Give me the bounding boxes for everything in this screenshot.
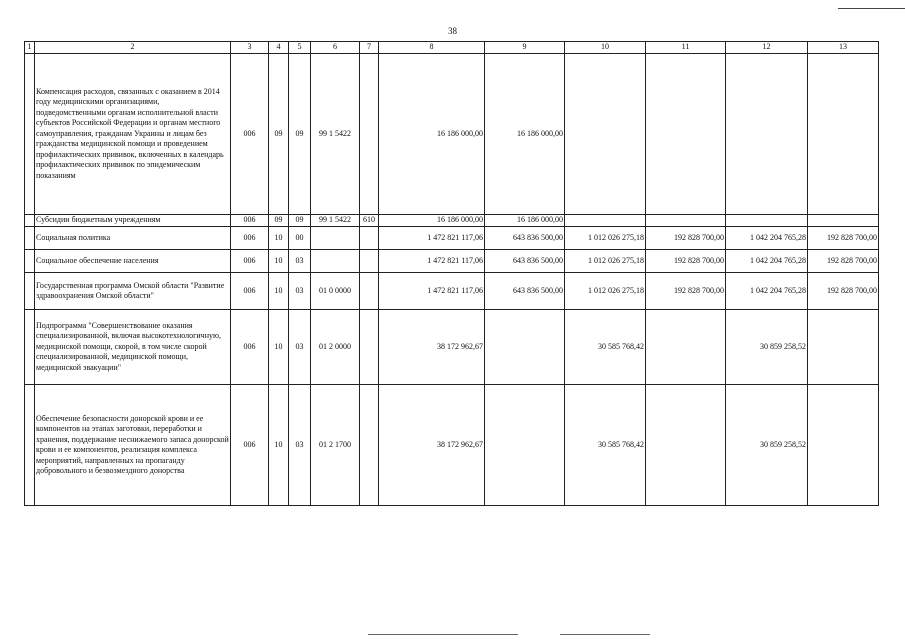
cell-col8: 16 186 000,00 bbox=[379, 215, 485, 227]
cell-subsection: 03 bbox=[289, 250, 311, 273]
cell-target-article: 01 2 1700 bbox=[311, 385, 360, 506]
cell-col10: 30 585 768,42 bbox=[565, 310, 646, 385]
cell-admin-code: 006 bbox=[231, 385, 269, 506]
cell-col8: 1 472 821 117,06 bbox=[379, 273, 485, 310]
cell-admin-code: 006 bbox=[231, 250, 269, 273]
cell-target-article: 99 1 5422 bbox=[311, 54, 360, 215]
cell-expense-type: 610 bbox=[360, 215, 379, 227]
cell-expense-type bbox=[360, 273, 379, 310]
cell-col13: 192 828 700,00 bbox=[808, 273, 879, 310]
cell-subsection: 03 bbox=[289, 385, 311, 506]
cell-section: 10 bbox=[269, 310, 289, 385]
cell-col8: 1 472 821 117,06 bbox=[379, 250, 485, 273]
cell-col11 bbox=[646, 215, 726, 227]
table-row bbox=[25, 250, 879, 273]
cell-col9 bbox=[485, 310, 565, 385]
cell-col9: 16 186 000,00 bbox=[485, 215, 565, 227]
table-row bbox=[25, 54, 879, 215]
col-header-6: 6 bbox=[311, 42, 360, 54]
col-header-12: 12 bbox=[726, 42, 808, 54]
cell-subsection: 03 bbox=[289, 310, 311, 385]
cell-col9: 643 836 500,00 bbox=[485, 273, 565, 310]
cell-col10 bbox=[565, 54, 646, 215]
row-name: Субсидии бюджетным учреждениям bbox=[35, 215, 231, 227]
cell-expense-type bbox=[360, 385, 379, 506]
cell-col8: 38 172 962,67 bbox=[379, 310, 485, 385]
row-name: Обеспечение безопасности донорской крови и ее компонентов на этапах заготовки, переработки и хранения, поддержание неснижаемого запаса донорской крови и ее компонентов, реализация комплекса мероприятий, направленных на пропаганду добровольного и безвозмездного донорства bbox=[35, 385, 231, 506]
cell-col9: 643 836 500,00 bbox=[485, 250, 565, 273]
col-header-1: 1 bbox=[25, 42, 35, 54]
cell-col11: 192 828 700,00 bbox=[646, 227, 726, 250]
cell-subsection: 09 bbox=[289, 54, 311, 215]
cell-col10: 1 012 026 275,18 bbox=[565, 250, 646, 273]
cell-expense-type bbox=[360, 250, 379, 273]
col-header-4: 4 bbox=[269, 42, 289, 54]
cell-admin-code: 006 bbox=[231, 227, 269, 250]
cell-col12: 1 042 204 765,28 bbox=[726, 227, 808, 250]
cell-section: 10 bbox=[269, 227, 289, 250]
cell-admin-code: 006 bbox=[231, 54, 269, 215]
bottom-edge-rule bbox=[368, 634, 518, 635]
table-row bbox=[25, 385, 879, 506]
col-header-2: 2 bbox=[35, 42, 231, 54]
cell-target-article: 01 0 0000 bbox=[311, 273, 360, 310]
cell-col12 bbox=[726, 215, 808, 227]
cell-col13 bbox=[808, 54, 879, 215]
cell-expense-type bbox=[360, 310, 379, 385]
table-row bbox=[25, 215, 879, 227]
cell-col13: 192 828 700,00 bbox=[808, 250, 879, 273]
cell-admin-code: 006 bbox=[231, 273, 269, 310]
bottom-edge-rule-right bbox=[560, 634, 650, 635]
cell-section: 10 bbox=[269, 273, 289, 310]
cell-subsection: 09 bbox=[289, 215, 311, 227]
cell-section: 09 bbox=[269, 215, 289, 227]
col-header-8: 8 bbox=[379, 42, 485, 54]
row-name: Государственная программа Омской области "Развитие здравоохранения Омской области" bbox=[35, 273, 231, 310]
col-header-5: 5 bbox=[289, 42, 311, 54]
cell-subsection: 00 bbox=[289, 227, 311, 250]
col-header-13: 13 bbox=[808, 42, 879, 54]
cell-col10: 1 012 026 275,18 bbox=[565, 227, 646, 250]
cell-col11 bbox=[646, 385, 726, 506]
cell-col12 bbox=[726, 54, 808, 215]
header-row bbox=[25, 42, 879, 54]
cell-col9 bbox=[485, 385, 565, 506]
page-number: 38 bbox=[448, 26, 457, 36]
cell-expense-type bbox=[360, 227, 379, 250]
table-row bbox=[25, 310, 879, 385]
budget-table bbox=[24, 41, 879, 506]
cell-subsection: 03 bbox=[289, 273, 311, 310]
cell-section: 10 bbox=[269, 250, 289, 273]
cell-col10 bbox=[565, 215, 646, 227]
cell-col12: 1 042 204 765,28 bbox=[726, 250, 808, 273]
col-header-9: 9 bbox=[485, 42, 565, 54]
cell-col9: 16 186 000,00 bbox=[485, 54, 565, 215]
cell-target-article bbox=[311, 250, 360, 273]
cell-col12: 30 859 258,52 bbox=[726, 385, 808, 506]
cell-expense-type bbox=[360, 54, 379, 215]
row-name: Подпрограмма "Совершенствование оказания специализированной, включая высокотехнологичную, медицинской помощи, скорой, в том числе скорой специализированной, медицинской помощи, медицинской эвакуации" bbox=[35, 310, 231, 385]
row-name: Компенсация расходов, связанных с оказанием в 2014 году медицинскими организациями, подведомственными органам исполнительной власти субъектов Российской Федерации и органам местного самоуправления, гражданам Украины и лицам без гражданства медицинской помощи и проведением профилактических прививок, включенных в календарь профилактических прививок по эпидемическим показаниям bbox=[35, 54, 231, 215]
cell-col12: 30 859 258,52 bbox=[726, 310, 808, 385]
cell-col10: 30 585 768,42 bbox=[565, 385, 646, 506]
cell-section: 09 bbox=[269, 54, 289, 215]
col-header-3: 3 bbox=[231, 42, 269, 54]
cell-col11: 192 828 700,00 bbox=[646, 273, 726, 310]
col-header-11: 11 bbox=[646, 42, 726, 54]
table-row bbox=[25, 273, 879, 310]
cell-section: 10 bbox=[269, 385, 289, 506]
cell-col8: 38 172 962,67 bbox=[379, 385, 485, 506]
row-name: Социальное обеспечение населения bbox=[35, 250, 231, 273]
cell-col11: 192 828 700,00 bbox=[646, 250, 726, 273]
cell-col8: 1 472 821 117,06 bbox=[379, 227, 485, 250]
cell-col11 bbox=[646, 54, 726, 215]
cell-col12: 1 042 204 765,28 bbox=[726, 273, 808, 310]
cell-col13 bbox=[808, 310, 879, 385]
top-edge-rule bbox=[838, 8, 905, 9]
cell-target-article: 99 1 5422 bbox=[311, 215, 360, 227]
cell-target-article bbox=[311, 227, 360, 250]
cell-target-article: 01 2 0000 bbox=[311, 310, 360, 385]
col-header-10: 10 bbox=[565, 42, 646, 54]
cell-col8: 16 186 000,00 bbox=[379, 54, 485, 215]
cell-col13 bbox=[808, 385, 879, 506]
cell-col10: 1 012 026 275,18 bbox=[565, 273, 646, 310]
cell-col9: 643 836 500,00 bbox=[485, 227, 565, 250]
row-name: Социальная политика bbox=[35, 227, 231, 250]
col-header-7: 7 bbox=[360, 42, 379, 54]
cell-col13 bbox=[808, 215, 879, 227]
cell-col13: 192 828 700,00 bbox=[808, 227, 879, 250]
cell-admin-code: 006 bbox=[231, 310, 269, 385]
cell-col11 bbox=[646, 310, 726, 385]
table-row bbox=[25, 227, 879, 250]
cell-admin-code: 006 bbox=[231, 215, 269, 227]
